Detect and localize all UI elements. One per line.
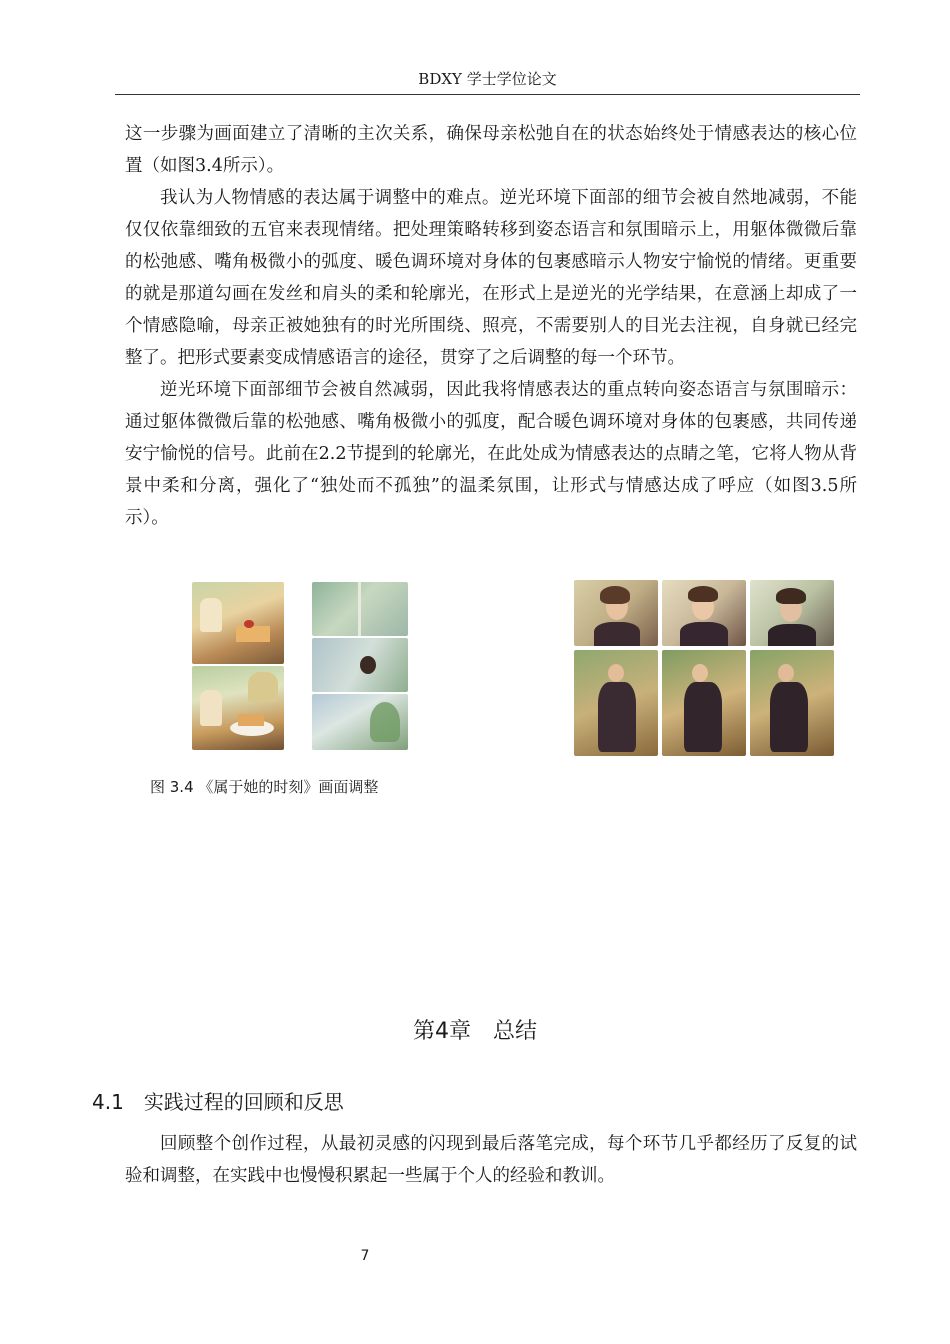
portrait-study-3	[750, 580, 834, 646]
portrait-study-2	[662, 580, 746, 646]
portrait-full-1	[574, 650, 658, 756]
section-number: 4.1	[92, 1090, 124, 1114]
portrait-full-3	[750, 650, 834, 756]
header-title: BDXY 学士学位论文	[418, 70, 557, 88]
paragraph-3: 逆光环境下面部细节会被自然减弱，因此我将情感表达的重点转向姿态语言与氛围暗示：通过躯体微微后靠的松弛感、嘴角极微小的弧度，配合暖色调环境对身体的包裹感，共同传递安宁愉悦的信号。此前在2.2节提到的轮廓光，在此处成为情感表达的点睛之笔，它将人物从背景中柔和分离，强化了“独处而不孤独”的温柔氛围，让形式与情感达成了呼应（如图3.5所示）。	[125, 380, 857, 528]
running-header	[115, 64, 860, 95]
painting-window-study-2	[312, 638, 408, 692]
paragraph-1: 这一步骤为画面建立了清晰的主次关系，确保母亲松弛自在的状态始终处于情感表达的核心位置（如图3.4所示）。	[125, 124, 857, 176]
figure-left-panels	[190, 580, 410, 752]
chapter-title: 第4章 总结	[413, 1019, 537, 1044]
section-title: 实践过程的回顾和反思	[143, 1090, 344, 1114]
page-number: 7	[360, 1248, 370, 1264]
painting-window-study-1	[312, 582, 408, 636]
section-heading	[92, 1086, 344, 1115]
painting-window-study-3	[312, 694, 408, 750]
portrait-full-2	[662, 650, 746, 756]
body-text	[125, 118, 857, 534]
figure-right-panels	[574, 580, 834, 758]
painting-cake-study-1	[192, 582, 284, 664]
section-body-text	[125, 1128, 857, 1192]
paragraph-2: 我认为人物情感的表达属于调整中的难点。逆光环境下面部的细节会被自然地减弱，不能仅仅依靠细致的五官来表现情绪。把处理策略转移到姿态语言和氛围暗示上，用躯体微微后靠的松弛感、嘴角极微小的弧度、暖色调环境对身体的包裹感暗示人物安宁愉悦的情绪。更重要的就是那道勾画在发丝和肩头的柔和轮廓光，在形式上是逆光的光学结果，在意涵上却成了一个情感隐喻，母亲正被她独有的时光所围绕、照亮，不需要别人的目光去注视，自身就已经完整了。把形式要素变成情感语言的途径，贯穿了之后调整的每一个环节。	[125, 188, 857, 368]
section-paragraph-1: 回顾整个创作过程，从最初灵感的闪现到最后落笔完成，每个环节几乎都经历了反复的试验和调整，在实践中也慢慢积累起一些属于个人的经验和教训。	[125, 1134, 857, 1186]
portrait-study-1	[574, 580, 658, 646]
figure-caption: 图 3.4 《属于她的时刻》画面调整	[150, 778, 379, 796]
painting-cake-study-2	[192, 666, 284, 750]
